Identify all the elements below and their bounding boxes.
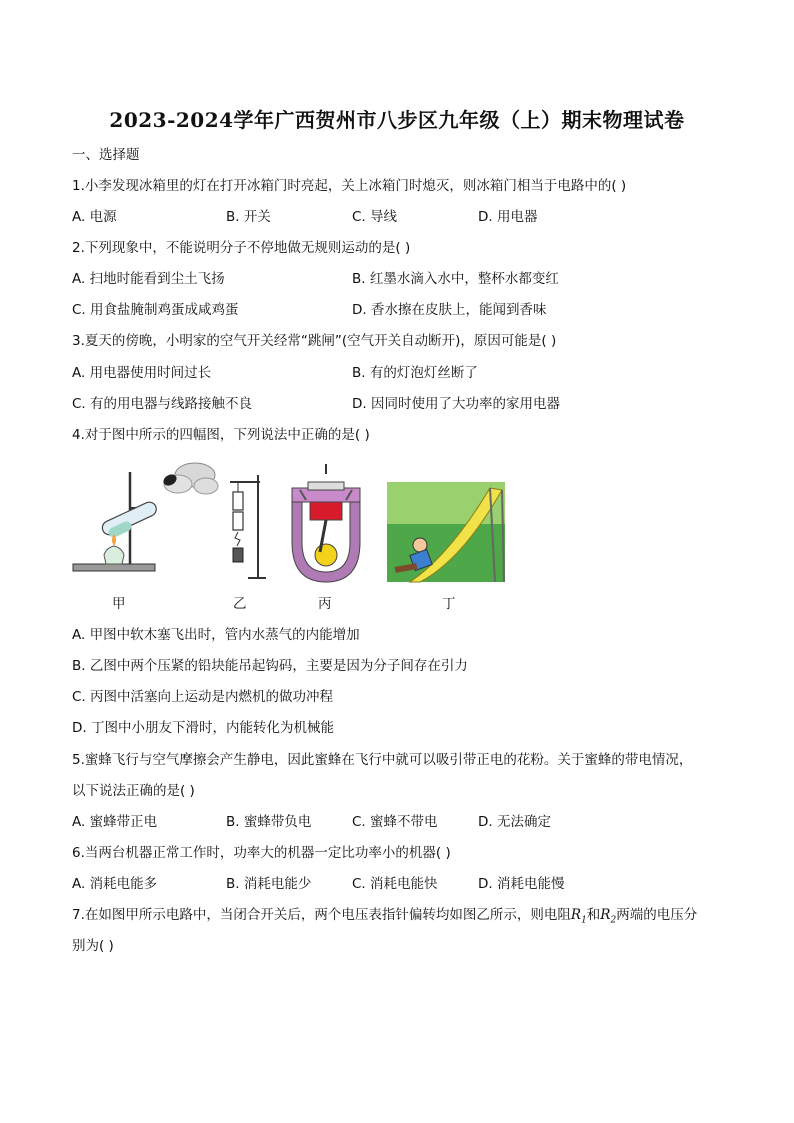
resistor-r2-label: [600, 907, 617, 926]
question-4-option-d[interactable]: D. 丁图中小朋友下滑时，内能转化为机械能: [72, 720, 334, 736]
question-7-stem-part-a: 7.在如图甲所示电路中，当闭合开关后，两个电压表指针偏转均如图乙所示，则电阻: [72, 907, 571, 923]
question-1-option-c[interactable]: C. 导线: [352, 209, 398, 225]
question-5-option-c[interactable]: C. 蜜蜂不带电: [352, 814, 438, 830]
question-5-option-d[interactable]: D. 无法确定: [478, 814, 551, 830]
figure-label-bing: 丙: [318, 596, 332, 612]
resistor-r1-symbol: R: [570, 907, 582, 923]
question-2-option-c[interactable]: C. 用食盐腌制鸡蛋成咸鸡蛋: [72, 302, 239, 318]
question-6-option-c[interactable]: C. 消耗电能快: [352, 876, 438, 892]
question-4-option-b[interactable]: B. 乙图中两个压紧的铅块能吊起钩码，主要是因为分子间存在引力: [72, 658, 468, 674]
question-3-option-c[interactable]: C. 有的用电器与线路接触不良: [72, 396, 253, 412]
figure-bing-engine-icon: [292, 464, 360, 582]
question-6-option-d[interactable]: D. 消耗电能慢: [478, 876, 565, 892]
question-3-option-d[interactable]: D. 因同时使用了大功率的家用电器: [352, 396, 560, 412]
question-6-stem: 6.当两台机器正常工作时，功率大的机器一定比功率小的机器( ): [72, 845, 451, 861]
question-2-stem: 2.下列现象中，不能说明分子不停地做无规则运动的是( ): [72, 240, 411, 256]
question-7-and: 和: [586, 907, 601, 923]
figure-jia-test-tube-icon: [73, 463, 218, 571]
resistor-r2-subscript: 2: [610, 915, 617, 926]
question-2-option-a[interactable]: A. 扫地时能看到尘土飞扬: [72, 271, 225, 287]
figure-label-jia: 甲: [112, 596, 126, 612]
question-4-option-a[interactable]: A. 甲图中软木塞飞出时，管内水蒸气的内能增加: [72, 627, 360, 643]
question-2-option-d[interactable]: D. 香水擦在皮肤上，能闻到香味: [352, 302, 547, 318]
question-6-option-a[interactable]: A. 消耗电能多: [72, 876, 158, 892]
question-5-stem-line-2: 以下说法正确的是( ): [72, 783, 195, 799]
figure-yi-lead-blocks-icon: [230, 475, 266, 578]
question-4-option-c[interactable]: C. 丙图中活塞向上运动是内燃机的做功冲程: [72, 689, 334, 705]
question-7-stem-part-b: 两端的电压分: [616, 907, 698, 923]
resistor-r1-subscript: 1: [581, 915, 587, 926]
question-5-stem-line-1: 5.蜜蜂飞行与空气摩擦会产生静电，因此蜜蜂在飞行中就可以吸引带正电的花粉。关于蜜蜂的带电情况，: [72, 752, 693, 768]
question-5-option-b[interactable]: B. 蜜蜂带负电: [226, 814, 312, 830]
figure-label-yi: 乙: [233, 596, 247, 612]
question-7-stem-line-1: [72, 906, 697, 930]
figure-label-ding: 丁: [442, 596, 456, 612]
resistor-r1-label: [570, 907, 587, 926]
question-4-figures: [70, 460, 520, 590]
question-3-option-a[interactable]: A. 用电器使用时间过长: [72, 365, 212, 381]
question-1-option-d[interactable]: D. 用电器: [478, 209, 538, 225]
question-1-option-a[interactable]: A. 电源: [72, 209, 117, 225]
section-heading: 一、选择题: [72, 147, 140, 163]
question-3-option-b[interactable]: B. 有的灯泡灯丝断了: [352, 365, 478, 381]
question-4-stem: 4.对于图中所示的四幅图，下列说法中正确的是( ): [72, 427, 370, 443]
resistor-r2-symbol: R: [600, 907, 611, 923]
page-title: 2023-2024学年广西贺州市八步区九年级（上）期末物理试卷: [109, 108, 685, 132]
question-1-option-b[interactable]: B. 开关: [226, 209, 271, 225]
question-1-stem: 1.小李发现冰箱里的灯在打开冰箱门时亮起，关上冰箱门时熄灭，则冰箱门相当于电路中的( ): [72, 178, 627, 194]
question-3-stem: 3.夏天的傍晚，小明家的空气开关经常“跳闸”(空气开关自动断开)，原因可能是( ): [72, 333, 557, 349]
figure-ding-slide-icon: [387, 482, 505, 582]
question-6-option-b[interactable]: B. 消耗电能少: [226, 876, 312, 892]
question-7-stem-line-2: 别为( ): [72, 938, 114, 954]
question-5-option-a[interactable]: A. 蜜蜂带正电: [72, 814, 158, 830]
question-2-option-b[interactable]: B. 红墨水滴入水中，整杯水都变红: [352, 271, 559, 287]
